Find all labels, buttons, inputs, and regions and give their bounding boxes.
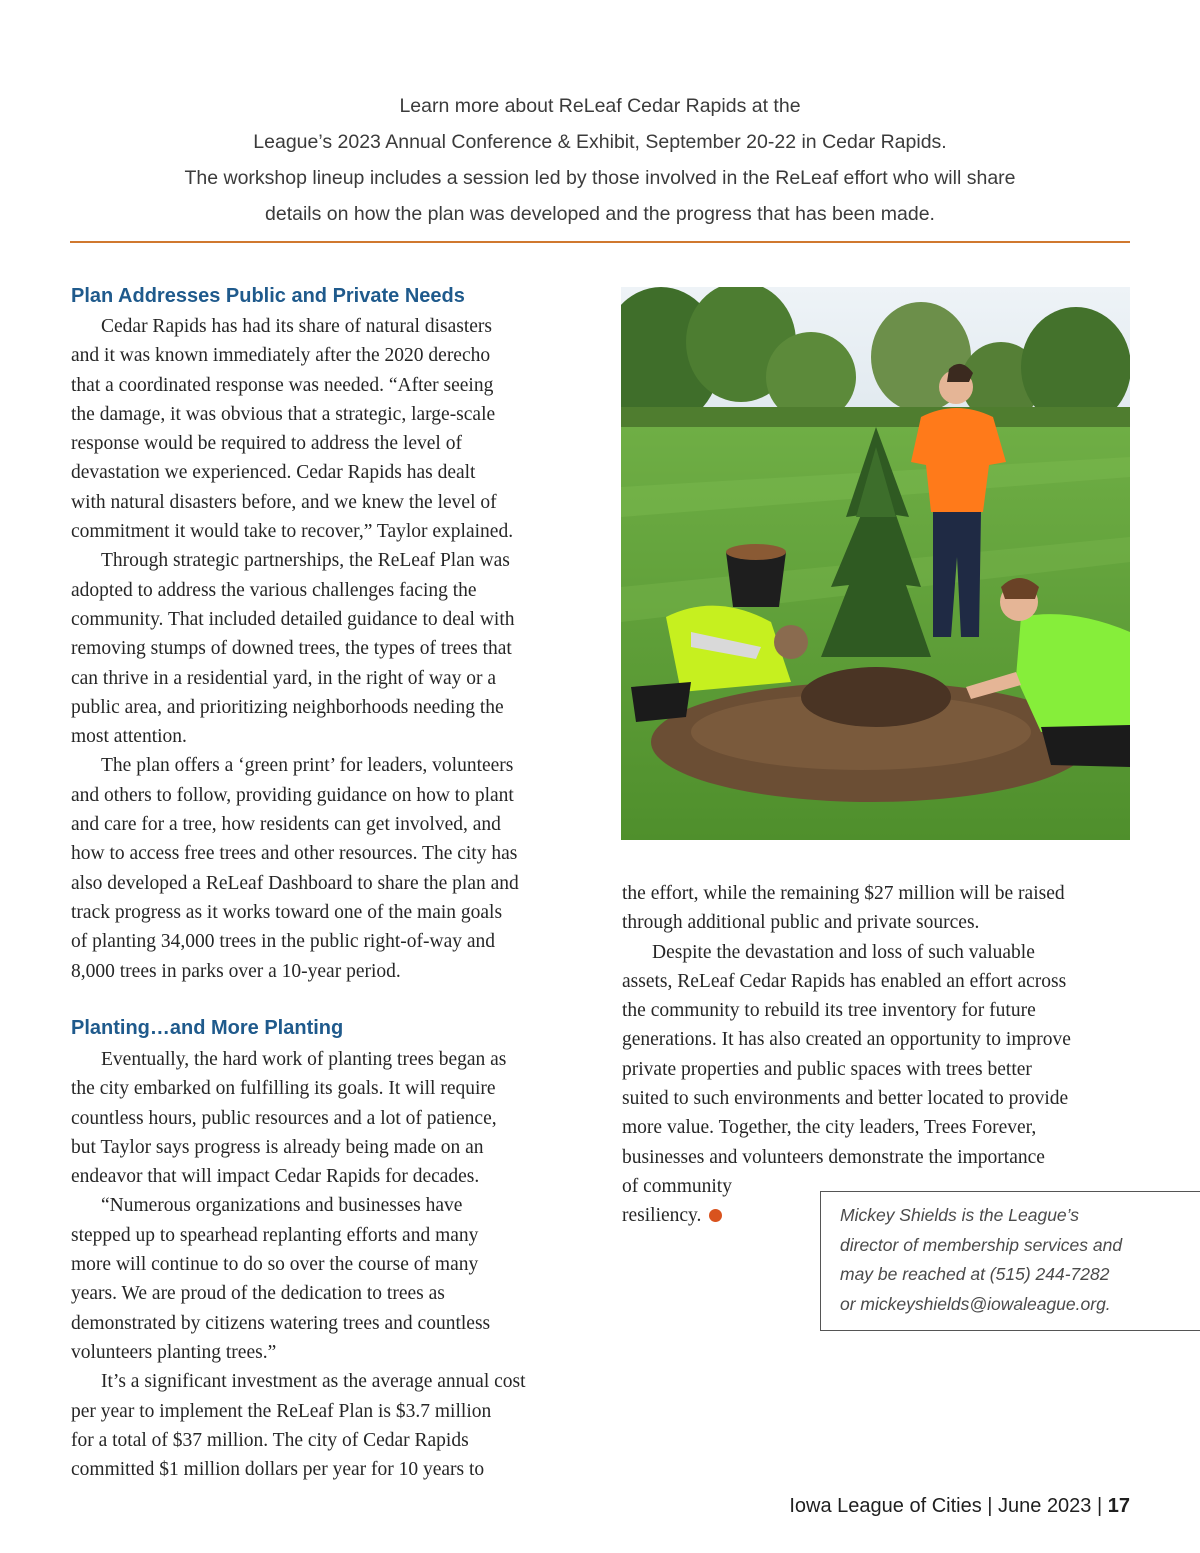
text-line: public area, and prioritizing neighborhoods needing the: [71, 696, 504, 718]
text-line: and it was known immediately after the 2020 derecho: [71, 345, 491, 367]
promo-line: details on how the plan was developed and the progress that has been made.: [265, 203, 935, 225]
text-line: stepped up to spearhead replanting efforts and many: [71, 1224, 479, 1246]
text-line: countless hours, public resources and a lot of patience,: [71, 1107, 497, 1129]
text-line: community. That included detailed guidance to deal with: [71, 608, 515, 630]
section-heading-planting: Planting…and More Planting: [71, 1017, 344, 1039]
text-line: Through strategic partnerships, the ReLeaf Plan was: [101, 550, 510, 572]
tree-planting-photo: [621, 287, 1130, 840]
text-line: and care for a tree, how residents can get involved, and: [71, 814, 501, 836]
text-line: more will continue to do so over the course of many: [71, 1254, 479, 1276]
text-line: can thrive in a residential yard, in the right of way or a: [71, 667, 497, 689]
text-line: response would be required to address the level of: [71, 433, 462, 455]
text-line: years. We are proud of the dedication to trees as: [71, 1283, 445, 1305]
text-line: adopted to address the various challenges facing the: [71, 579, 477, 601]
right-column-body: [622, 879, 1071, 1231]
final-line-text: resiliency.: [622, 1205, 702, 1227]
text-line: commitment it would take to recover,” Taylor explained.: [71, 521, 514, 543]
text-line: committed $1 million dollars per year for 10 years to: [71, 1459, 485, 1481]
bio-line: Mickey Shields is the League’s: [840, 1205, 1079, 1225]
text-line: with natural disasters before, and we knew the level of: [71, 491, 497, 513]
text-line: through additional public and private sources.: [622, 912, 980, 934]
bio-line: may be reached at (515) 244-7282: [840, 1264, 1110, 1285]
promo-line: Learn more about ReLeaf Cedar Rapids at the: [399, 95, 801, 117]
text-line: removing stumps of downed trees, the types of trees that: [71, 638, 512, 660]
text-line: of community: [622, 1175, 732, 1197]
promo-line: League’s 2023 Annual Conference & Exhibit, September 20-22 in Cedar Rapids.: [253, 131, 947, 153]
text-line: 8,000 trees in parks over a 10-year period.: [71, 960, 401, 982]
section2-body: [71, 1045, 526, 1484]
text-line: also developed a ReLeaf Dashboard to share the plan and: [71, 872, 519, 894]
text-line: businesses and volunteers demonstrate the importance: [622, 1146, 1045, 1168]
text-line: the damage, it was obvious that a strategic, large-scale: [71, 403, 496, 425]
author-bio-box: [820, 1191, 1200, 1331]
text-line: most attention.: [71, 726, 187, 748]
text-line: the city embarked on fulfilling its goals. It will require: [71, 1078, 496, 1100]
text-line: The plan offers a ‘green print’ for leaders, volunteers: [101, 755, 514, 777]
text-line: private properties and public spaces with trees better: [622, 1058, 1032, 1080]
text-line: track progress as it works toward one of the main goals: [71, 901, 503, 923]
text-line: Cedar Rapids has had its share of natural disasters: [101, 316, 492, 337]
text-line: the effort, while the remaining $27 million will be raised: [622, 883, 1065, 904]
bio-line: director of membership services and: [840, 1234, 1123, 1255]
text-line: more value. Together, the city leaders, Trees Forever,: [622, 1117, 1037, 1139]
text-line: generations. It has also created an opportunity to improve: [622, 1029, 1071, 1051]
bio-line: or mickeyshields@iowaleague.org.: [840, 1293, 1111, 1314]
end-mark-icon: [709, 1209, 722, 1222]
text-line: the community to rebuild its tree inventory for future: [622, 1000, 1036, 1022]
text-line: “Numerous organizations and businesses have: [101, 1195, 463, 1217]
text-line: that a coordinated response was needed. “After seeing: [71, 374, 494, 396]
text-line: Eventually, the hard work of planting trees began as: [101, 1049, 507, 1070]
text-line: and others to follow, providing guidance on how to plant: [71, 784, 514, 806]
section-heading-plan-addresses: Plan Addresses Public and Private Needs: [71, 285, 465, 307]
text-line: but Taylor says progress is already being made on an: [71, 1136, 484, 1158]
text-line: assets, ReLeaf Cedar Rapids has enabled an effort across: [622, 970, 1067, 992]
text-line: devastation we experienced. Cedar Rapids has dealt: [71, 462, 476, 484]
text-line: demonstrated by citizens watering trees and countless: [71, 1312, 491, 1334]
text-line: per year to implement the ReLeaf Plan is $3.7 million: [71, 1400, 492, 1422]
text-line: how to access free trees and other resources. The city has: [71, 843, 518, 865]
text-line: volunteers planting trees.”: [71, 1341, 277, 1363]
promo-line: The workshop lineup includes a session led by those involved in the ReLeaf effort who will share: [184, 167, 1016, 189]
page-number: 17: [1107, 1495, 1130, 1517]
text-line: It’s a significant investment as the average annual cost: [101, 1371, 526, 1393]
page-footer: [789, 1495, 1130, 1518]
tree-planting-illustration: [621, 287, 1130, 840]
text-line: endeavor that will impact Cedar Rapids for decades.: [71, 1166, 480, 1188]
text-line: Despite the devastation and loss of such valuable: [652, 941, 1035, 963]
orange-divider: [70, 241, 1130, 243]
section1-body: [71, 312, 519, 986]
publication-info: Iowa League of Cities | June 2023 |: [789, 1495, 1103, 1517]
text-line: suited to such environments and better located to provide: [622, 1088, 1069, 1110]
conference-promo: [70, 88, 1130, 232]
text-line: of planting 34,000 trees in the public right-of-way and: [71, 931, 496, 953]
text-line: for a total of $37 million. The city of Cedar Rapids: [71, 1429, 469, 1451]
